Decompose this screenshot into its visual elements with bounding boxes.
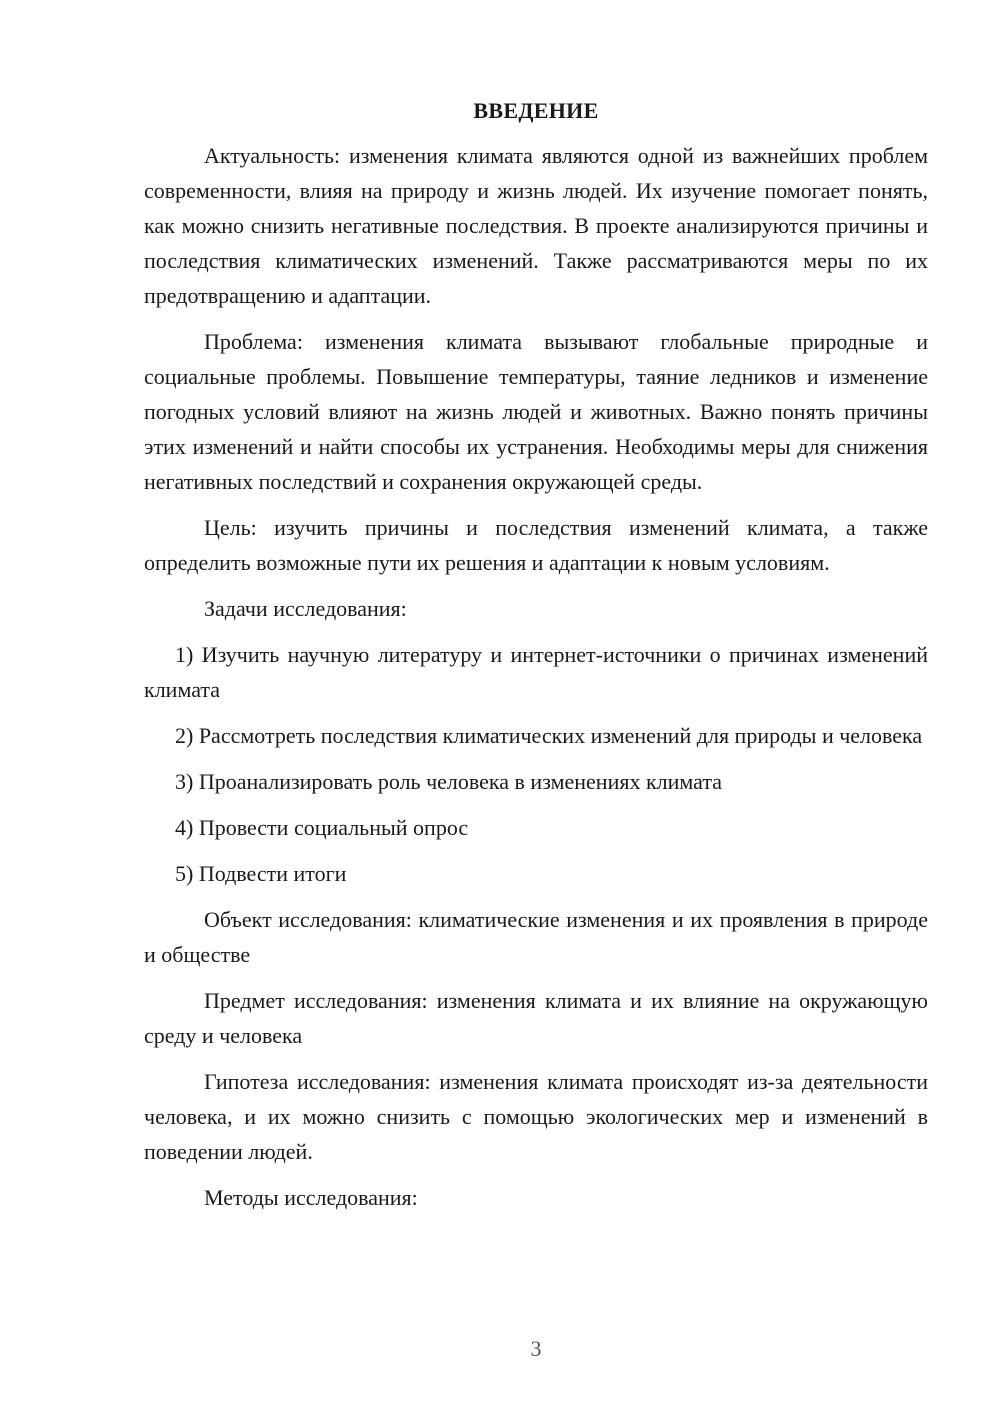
- hypothesis-paragraph: Гипотеза исследования: изменения климата происходят из-за деятельности человека, и их можно снизить с помощью экологических мер и изменений в поведении людей.: [144, 1069, 928, 1164]
- task-item-3: 3) Проанализировать роль человека в изменениях климата: [175, 769, 723, 794]
- relevance-paragraph: Актуальность: изменения климата являются одной из важнейших проблем современности, влияя на природу и жизнь людей. Их изучение помогает понять, как можно снизить негативные последствия. В проекте анализируются причины и последствия климатических изменений. Также рассматриваются меры по их предотвращению и адаптации.: [144, 143, 928, 308]
- task-item-1: 1) Изучить научную литературу и интернет-источники о причинах изменений климата: [144, 642, 928, 702]
- tasks-heading: Задачи исследования:: [204, 596, 407, 621]
- methods-heading: Методы исследования:: [204, 1185, 418, 1210]
- task-item-4: 4) Провести социальный опрос: [175, 815, 469, 840]
- research-subject-paragraph: Предмет исследования: изменения климата и их влияние на окружающую среду и человека: [144, 988, 928, 1048]
- page-number: 3: [530, 1336, 542, 1361]
- goal-paragraph: Цель: изучить причины и последствия изменений климата, а также определить возможные пути их решения и адаптации к новым условиям.: [144, 515, 928, 575]
- task-item-5: 5) Подвести итоги: [175, 861, 347, 886]
- problem-paragraph: Проблема: изменения климата вызывают глобальные природные и социальные проблемы. Повышение температуры, таяние ледников и изменение погодных условий влияют на жизнь людей и животных. Важно понять причины этих изменений и найти способы их устранения. Необходимы меры для снижения негативных последствий и сохранения окружающей среды.: [144, 329, 928, 494]
- task-item-2: 2) Рассмотреть последствия климатических изменений для природы и человека: [175, 723, 923, 748]
- section-title: ВВЕДЕНИЕ: [473, 98, 599, 123]
- document-body: [144, 96, 928, 1226]
- research-object-paragraph: Объект исследования: климатические изменения и их проявления в природе и обществе: [144, 907, 928, 967]
